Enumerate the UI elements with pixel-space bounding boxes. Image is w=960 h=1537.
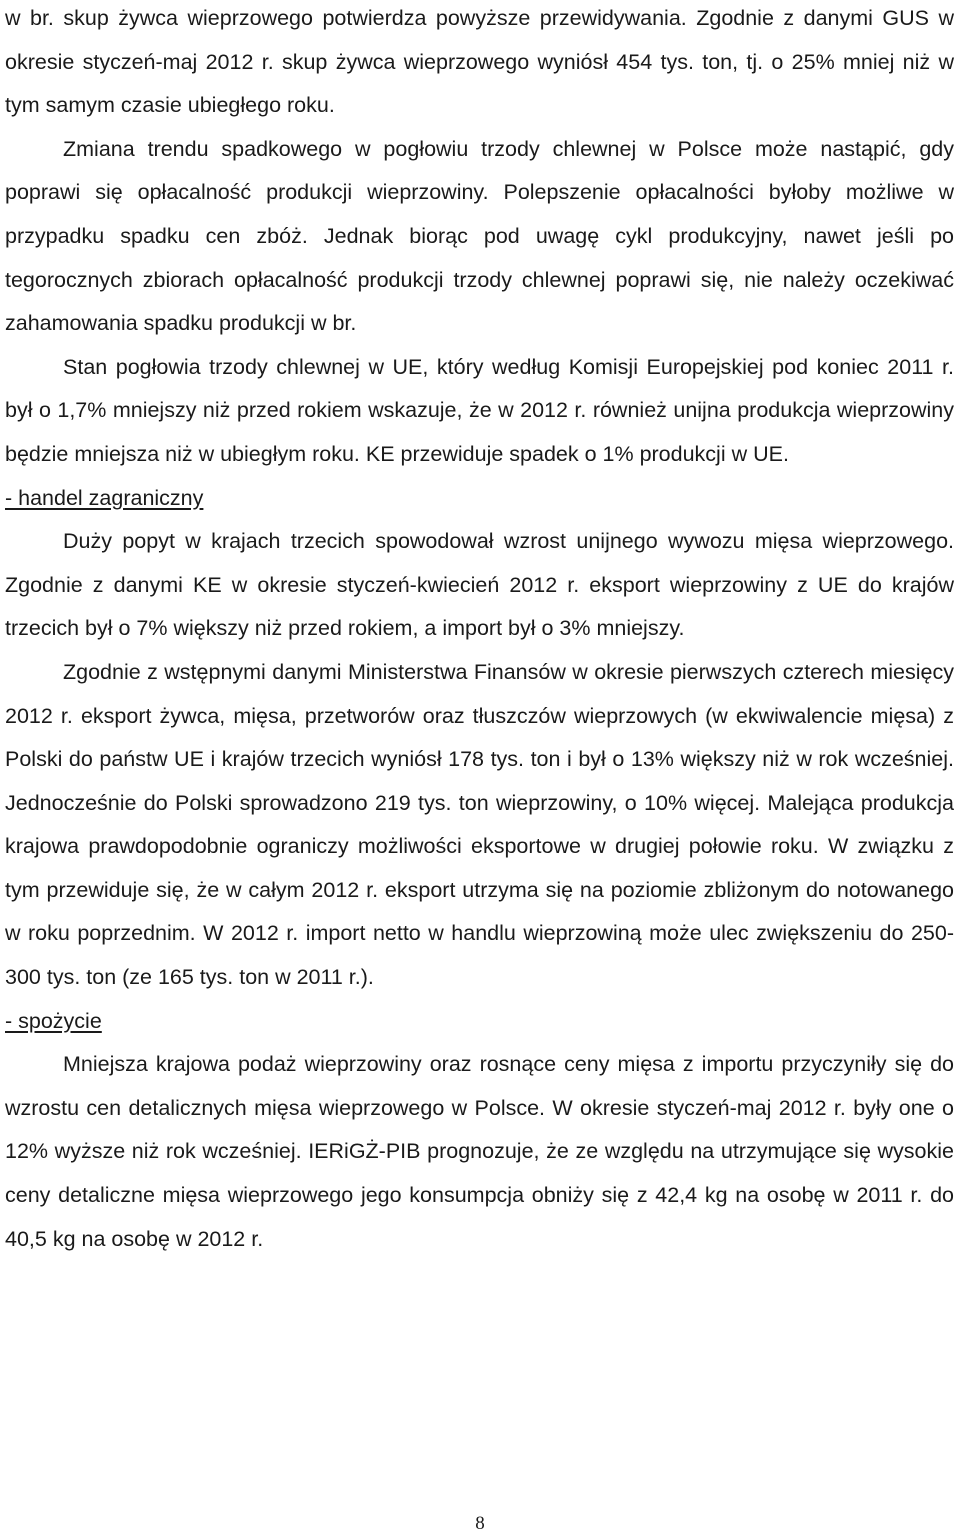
page-number: 8 [475,1513,485,1534]
section-heading-consumption [5,1000,954,1044]
document-body [5,0,954,1261]
paragraph-polish-export: Zgodnie z wstępnymi danymi Ministerstwa Finansów w okresie pierwszych czterech miesięcy 2012 r. eksport żywca, mięsa, przetworów oraz tłuszczów wieprzowych (w ekwiwalencie mięsa) z Polski do państw UE i krajów trzecich wyniósł 178 tys. ton i był o 13% większy niż w rok wcześniej. Jednocześnie do Polski sprowadzono 219 tys. ton wieprzowiny, o 10% więcej. Malejąca produkcja krajowa prawdopodobnie ograniczy możliwości eksportowe w drugiej połowie roku. W związku z tym przewiduje się, że w całym 2012 r. eksport utrzyma się na poziomie zbliżonym do notowanego w roku poprzednim. W 2012 r. import netto w handlu wieprzowiną może ulec zwiększeniu do 250-300 tys. ton (ze 165 tys. ton w 2011 r.). [5,659,954,990]
paragraph-consumption: Mniejsza krajowa podaż wieprzowiny oraz rosnące ceny mięsa z importu przyczyniły się do wzrostu cen detalicznych mięsa wieprzowego w Polsce. W okresie styczeń-maj 2012 r. były one o 12% wyższe niż rok wcześniej. IERiGŻ-PIB prognozuje, że ze względu na utrzymujące się wysokie ceny detaliczne mięsa wieprzowego jego konsumpcja obniży się z 42,4 kg na osobę w 2011 r. do 40,5 kg na osobę w 2012 r. [5,1052,954,1251]
paragraph-eu-export: Duży popyt w krajach trzecich spowodował wzrost unijnego wywozu mięsa wieprzowego. Zgodnie z danymi KE w okresie styczeń-kwiecień 2012 r. eksport wieprzowiny z UE do krajów trzecich był o 7% większy niż przed rokiem, a import był o 3% mniejszy. [5,529,954,641]
paragraph-trend-change: Zmiana trendu spadkowego w pogłowiu trzody chlewnej w Polsce może nastąpić, gdy poprawi się opłacalność produkcji wieprzowiny. Polepszenie opłacalności byłoby możliwe w przypadku spadku cen zbóż. Jednak biorąc pod uwagę cykl produkcyjny, nawet jeśli po tegorocznych zbiorach opłacalność produkcji trzody chlewnej poprawi się, nie należy oczekiwać zahamowania spadku produkcji w br. [5,136,954,336]
section-heading-foreign-trade [5,477,954,521]
section-heading-foreign-trade-label: - handel zagraniczny [5,485,204,510]
paragraph-pig-purchase: w br. skup żywca wieprzowego potwierdza powyższe przewidywania. Zgodnie z danymi GUS w okresie styczeń-maj 2012 r. skup żywca wieprzowego wyniósł 454 tys. ton, tj. o 25% mniej niż w tym samym czasie ubiegłego roku. [5,6,954,118]
paragraph-eu-herd: Stan pogłowia trzody chlewnej w UE, który według Komisji Europejskiej pod koniec 2011 r. był o 1,7% mniejszy niż przed rokiem wskazuje, że w 2012 r. również unijna produkcja wieprzowiny będzie mniejsza niż w ubiegłym roku. KE przewiduje spadek o 1% produkcji w UE. [5,354,954,466]
section-heading-consumption-label: - spożycie [5,1008,102,1033]
